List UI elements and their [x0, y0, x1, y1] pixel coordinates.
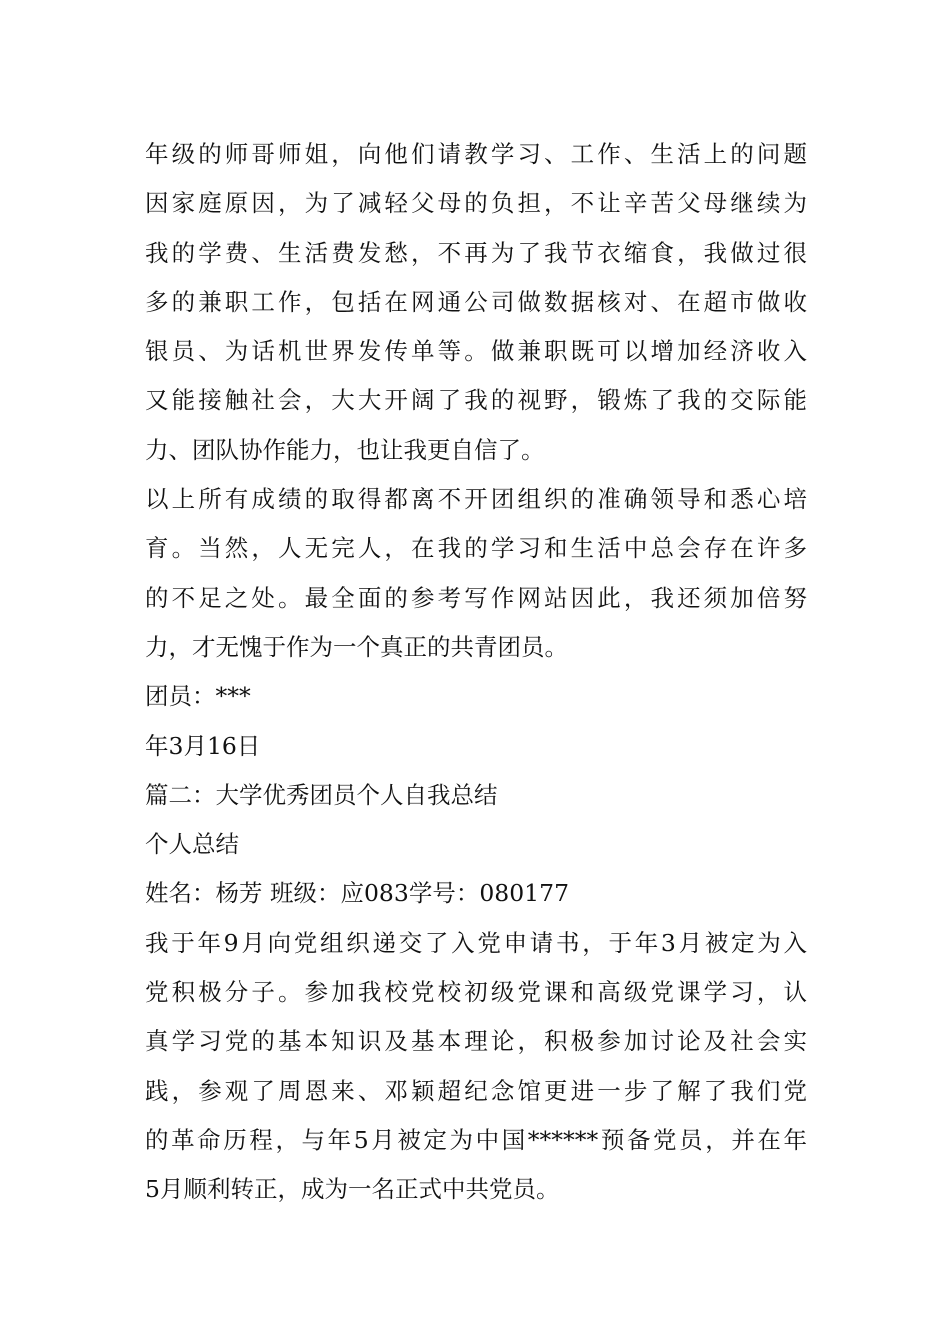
text-line: 年级的师哥师姐，向他们请教学习、工作、生活上的问题: [145, 140, 807, 168]
text-line: 党积极分子。参加我校党校初级党课和高级党课学习，认: [145, 978, 807, 1007]
personal-info-line: 姓名：杨芳 班级：应083学号：080177: [145, 879, 570, 908]
text-line: 因家庭原因，为了减轻父母的负担，不让辛苦父母继续为: [145, 189, 807, 218]
text-line: 真学习党的基本知识及基本理论，积极参加讨论及社会实: [145, 1027, 807, 1056]
date-line: 年3月16日: [145, 731, 261, 760]
text-line: 5月顺利转正，成为一名正式中共党员。: [145, 1175, 560, 1204]
text-line: 的革命历程，与年5月被定为中国******预备党员，并在年: [145, 1125, 807, 1154]
text-line: 以上所有成绩的取得都离不开团组织的准确领导和悉心培: [145, 485, 807, 514]
text-line: 力、团队协作能力，也让我更自信了。: [145, 435, 545, 464]
signature-line: 团员：***: [145, 682, 251, 711]
document-body: [145, 130, 815, 1215]
text-line: 践，参观了周恩来、邓颖超纪念馆更进一步了解了我们党: [145, 1076, 807, 1105]
text-line: 多的兼职工作，包括在网通公司做数据核对、在超市做收: [145, 287, 807, 316]
text-line: 力，才无愧于作为一个真正的共青团员。: [145, 632, 568, 661]
section-heading: 篇二：大学优秀团员个人自我总结: [145, 780, 498, 809]
text-line: 育。当然，人无完人，在我的学习和生活中总会存在许多: [145, 534, 807, 563]
text-line: 我的学费、生活费发愁，不再为了我节衣缩食，我做过很: [145, 238, 807, 267]
text-line: 又能接触社会，大大开阔了我的视野，锻炼了我的交际能: [145, 386, 807, 415]
text-line: 银员、为话机世界发传单等。做兼职既可以增加经济收入: [145, 337, 807, 366]
section-subtitle: 个人总结: [145, 830, 239, 859]
text-line: 我于年9月向党组织递交了入党申请书，于年3月被定为入: [145, 928, 807, 957]
text-line: 的不足之处。最全面的参考写作网站因此，我还须加倍努: [145, 583, 807, 612]
